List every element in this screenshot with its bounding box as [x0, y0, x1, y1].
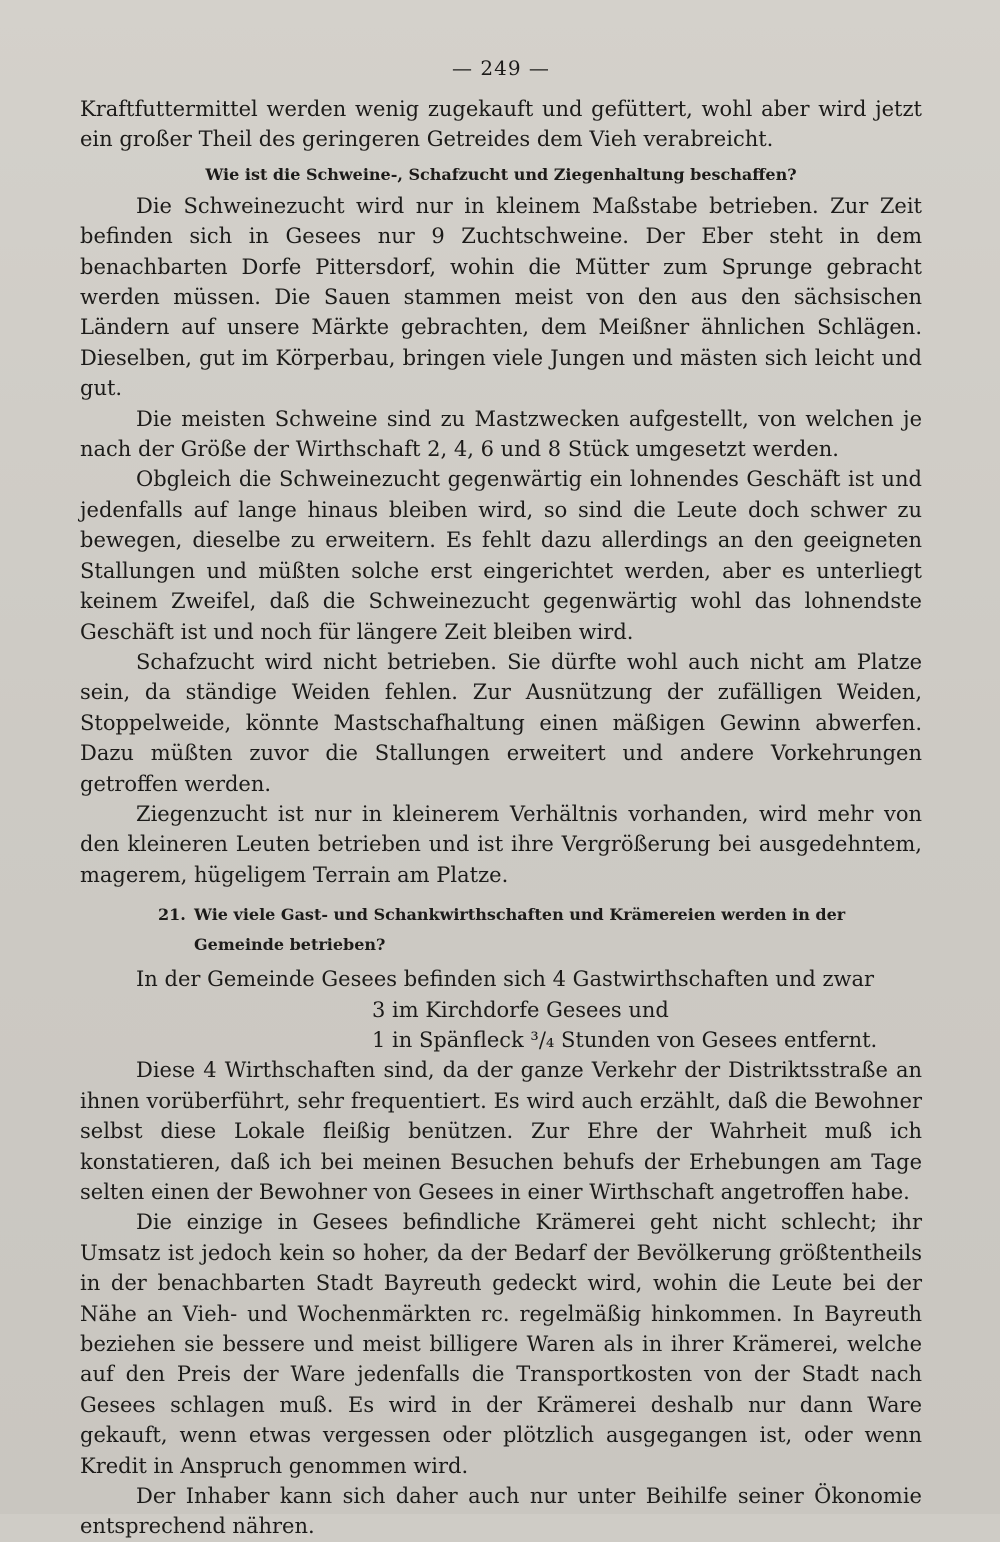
paragraph-mastschweine: Die meisten Schweine sind zu Mastzwecken aufgestellt, von welchen je nach der Größe der Wirthschaft 2, 4, 6 und 8 Stück umgesetzt werden.	[80, 406, 922, 462]
listing-line-spaenfleck: 1 in Spänfleck ³/₄ Stunden von Gesees entfernt.	[372, 1027, 878, 1052]
paragraph-schafzucht: Schafzucht wird nicht betrieben. Sie dürfte wohl auch nicht am Platze sein, da ständige Weiden fehlen. Zur Ausnützung der zufälligen Weiden, Stoppelweide, könnte Mastschafhaltung einen mäßigen Gewinn abwerfen. Dazu müßten zuvor die Stallungen erweitert und andere Vorkehrungen getroffen werden.	[80, 649, 922, 796]
question-number: 21.	[158, 905, 186, 925]
section-question-21	[158, 900, 922, 960]
paragraph-wirthschaften: Diese 4 Wirthschaften sind, da der ganze Verkehr der Distriktsstraße an ihnen vorüberführt, sehr frequentiert. Es wird auch erzählt, daß die Bewohner selbst diese Lokale fleißig benützen. Zur Ehre der Wahrheit muß ich konstatieren, daß ich bei meinen Besuchen behufs der Erhebungen am Tage selten einen der Bewohner von Gesees in einer Wirthschaft angetroffen habe.	[80, 1058, 922, 1204]
page-number: — 249 —	[452, 56, 550, 80]
listing-line-kirchdorf: 3 im Kirchdorfe Gesees und	[372, 997, 669, 1022]
paragraph-schweinezucht: Die Schweinezucht wird nur in kleinem Maßstabe betrieben. Zur Zeit befinden sich in Gesees nur 9 Zuchtschweine. Der Eber steht in dem benachbarten Dorfe Pittersdorf, wohin die Mütter zum Sprunge gebracht werden müssen. Die Sauen stammen meist von den aus den sächsischen Ländern auf unsere Märkte gebrachten, dem Meißner ähnlichen Schlägen. Dieselben, gut im Körperbau, bringen viele Jungen und mästen sich leicht und gut.	[80, 193, 922, 401]
section-question-schweinezucht: Wie ist die Schweine-, Schafzucht und Ziegenhaltung beschaffen?	[205, 164, 797, 184]
paragraph-ziegenzucht: Ziegenzucht ist nur in kleinerem Verhältnis vorhanden, wird mehr von den kleineren Leuten betrieben und ist ihre Vergrößerung bei ausgedehntem, magerem, hügeligem Terrain am Platze.	[80, 801, 922, 887]
paragraph-schweinezucht-lohnend: Obgleich die Schweinezucht gegenwärtig ein lohnendes Geschäft ist und jedenfalls auf lange hinaus bleiben wird, so sind die Leute doch schwer zu bewegen, dieselbe zu erweitern. Es fehlt dazu allerdings an den geeigneten Stallungen und müßten solche erst eingerichtet werden, aber es unterliegt keinem Zweifel, daß die Schweinezucht gegenwärtig wohl das lohnendste Geschäft ist und noch für längere Zeit bleiben wird.	[80, 467, 922, 644]
question-text: Wie viele Gast- und Schankwirthschaften und Krämereien werden in der Gemeinde betrieben?	[194, 905, 846, 955]
paragraph-kraemerei: Die einzige in Gesees befindliche Krämerei geht nicht schlecht; ihr Umsatz ist jedoch kein so hoher, da der Bedarf der Bevölkerung größtentheils in der benachbarten Stadt Bayreuth gedeckt wird, wohin die Leute bei der Nähe an Vieh- und Wochenmärkten rc. regelmäßig hinkommen. In Bayreuth beziehen sie bessere und meist billigere Waren als in ihrer Krämerei, welche auf den Preis der Ware jedenfalls die Transportkosten von der Stadt nach Gesees schlagen muß. Es wird in der Krämerei deshalb nur dann Ware gekauft, wenn etwas vergessen oder plötzlich ausgegangen ist, oder wenn Kredit in Anspruch genommen wird.	[80, 1210, 922, 1478]
listing-line-total: In der Gemeinde Gesees befinden sich 4 Gastwirthschaften und zwar	[136, 967, 875, 992]
paragraph-intro: Kraftfuttermittel werden wenig zugekauft und gefüttert, wohl aber wird jetzt ein großer Theil des geringeren Getreides dem Vieh verabreicht.	[80, 97, 922, 152]
paragraph-inhaber: Der Inhaber kann sich daher auch nur unter Beihilfe seiner Ökonomie entsprechend nähren.	[80, 1484, 922, 1539]
